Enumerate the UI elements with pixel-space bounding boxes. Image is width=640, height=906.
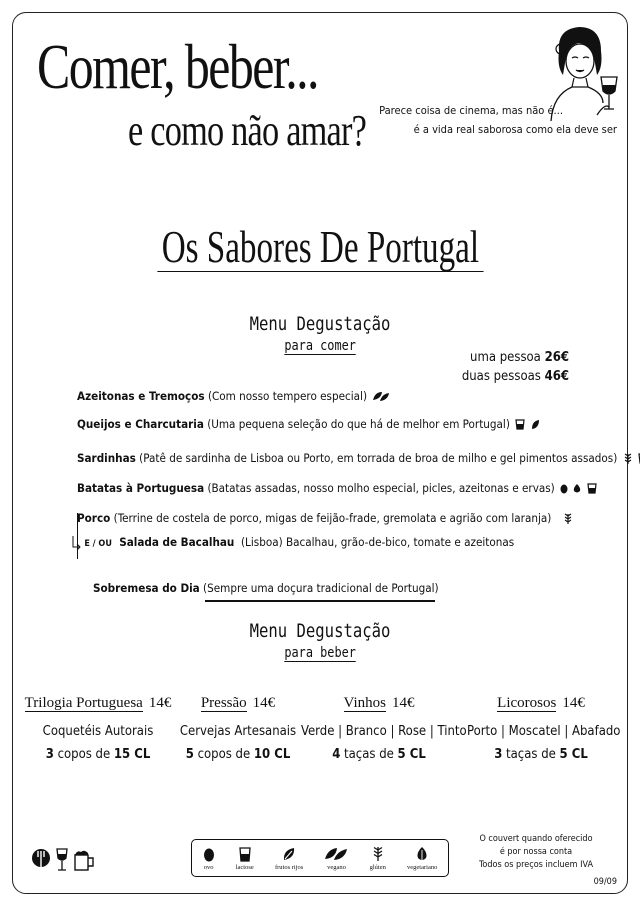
price-one-person: uma pessoa 26€: [470, 350, 569, 365]
food-item: Porco (Terrine de costela de porco, migas de feijão-frade, gremolata e agrião com laranja): [77, 511, 573, 525]
title-line-1: Comer, beber...: [37, 31, 318, 102]
vegetariano-icon: [573, 483, 581, 494]
tagline: [379, 101, 617, 139]
page-number: 09/09: [593, 877, 617, 887]
gluten-icon: [623, 453, 633, 465]
footnote: [479, 833, 593, 872]
footnote-line-2: é por nossa conta: [499, 847, 573, 857]
branch-arrow-icon: [71, 536, 81, 550]
food-item: Sobremesa do Dia (Sempre uma doçura tradicional de Portugal): [93, 581, 439, 595]
food-item: Azeitonas e Tremoços (Com nosso tempero especial): [77, 389, 390, 403]
lactose-icon: [239, 846, 251, 862]
vegano-icon: [372, 391, 390, 402]
lactose-icon: [587, 483, 597, 494]
legend-item-frutos-rijos: frutos rijos: [275, 846, 303, 871]
section-title: [13, 223, 627, 272]
lactose-icon: [515, 419, 525, 430]
bottom-icons: [31, 847, 95, 873]
beer-mug-icon: [73, 847, 95, 873]
menu-page: [12, 12, 628, 894]
allergen-legend: [191, 839, 449, 877]
drink-card: Vinhos 14€ Verde | Branco | Rose | Tinto 4 taças de 5 CL: [301, 695, 467, 762]
gluten-icon: [563, 513, 573, 525]
drink-menu-header: [13, 620, 627, 662]
footnote-line-1: O couvert quando oferecido: [479, 834, 593, 844]
ovo-icon: [203, 846, 215, 862]
food-item: Queijos e Charcutaria (Uma pequena seleção do que há de melhor em Portugal): [77, 417, 540, 431]
food-item-connector: E / OU: [84, 539, 112, 549]
food-menu-prices: [462, 348, 569, 386]
gluten-icon: [372, 846, 384, 862]
footnote-line-3: Todos os preços incluem IVA: [479, 860, 593, 870]
drink-card: Licorosos 14€ Porto | Moscatel | Abafado 3 taças de 5 CL: [467, 695, 621, 762]
plate-cutlery-icon: [31, 847, 51, 873]
food-menu-subtitle: para comer: [284, 338, 356, 354]
food-menu-title: Menu Degustação: [249, 313, 391, 335]
legend-item-vegano: vegano: [324, 846, 348, 871]
tagline-line-2: é a vida real saborosa como ela deve ser: [413, 123, 617, 136]
vegano-icon: [324, 846, 348, 862]
frutos-rijos-icon: [282, 846, 296, 862]
food-item: E / OU Salada de Bacalhau (Lisboa) Bacalhau, grão-de-bico, tomate e azeitonas: [71, 535, 514, 550]
divider: [205, 600, 435, 602]
branch-line: [77, 513, 78, 559]
drink-card: Pressão 14€ Cervejas Artesanais 5 copos de 10 CL: [179, 695, 297, 762]
legend-item-gluten: glúten: [370, 846, 386, 871]
food-item: Sardinhas (Patê de sardinha de Lisboa ou Porto, em torrada de broa de milho e gel pimentos assados): [77, 451, 640, 465]
vegetariano-icon: [531, 419, 540, 430]
tagline-line-1: Parece coisa de cinema, mas não é...: [379, 104, 563, 117]
legend-item-lactose: lactose: [236, 846, 254, 871]
section-title-text: Os Sabores De Portugal: [157, 223, 483, 272]
drink-menu-subtitle: para beber: [284, 645, 356, 661]
price-two-people: duas pessoas 46€: [461, 369, 569, 384]
food-item: Batatas à Portuguesa (Batatas assadas, nosso molho especial, picles, azeitonas e ervas): [77, 481, 597, 495]
wine-glass-icon: [55, 847, 69, 873]
title-line-2: e como não amar?: [128, 106, 367, 155]
vegetariano-icon: [416, 846, 428, 862]
legend-item-ovo: ovo: [203, 846, 215, 871]
legend-item-vegetariano: vegetariano: [407, 846, 437, 871]
drink-card: Trilogia Portuguesa 14€ Coquetéis Autorais 3 copos de 15 CL: [24, 695, 172, 762]
drink-menu-title: Menu Degustação: [249, 620, 391, 642]
ovo-icon: [560, 483, 568, 494]
